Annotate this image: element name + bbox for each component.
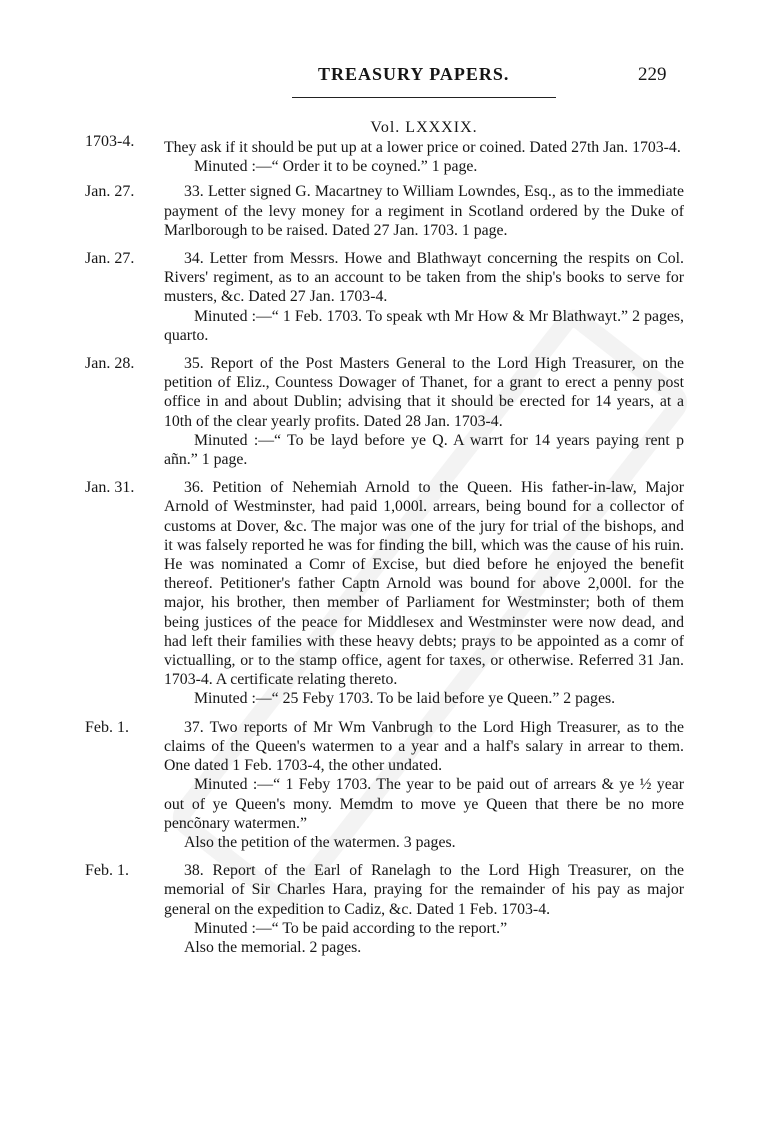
entry-also: Also the memorial. 2 pages.: [184, 938, 362, 956]
page-header: [0, 64, 768, 104]
entry-minute: Minuted :—“ To be layd before ye Q. A warrt for 14 years paying rent p añn.” 1 page.: [164, 431, 684, 469]
page-number: 229: [638, 64, 667, 85]
entry-text: They ask if it should be put up at a lower price or coined. Dated 27th Jan. 1703-4.: [164, 139, 681, 156]
calendar-entries: [0, 118, 768, 966]
entry-also: Also the petition of the watermen. 3 pages.: [184, 833, 456, 851]
entry-text: 34. Letter from Messrs. Howe and Blathwayt concerning the respits on Col. Rivers' regiment, as to an account to be taken from the ship's books to serve for musters, &c. Dated 27 Jan. 1703-4.: [164, 250, 684, 306]
entry-text: 38. Report of the Earl of Ranelagh to the Lord High Treasurer, on the memorial of Sir Charles Hara, praying for the remainder of his pay as major general on the expedition to Cadiz, &c. Dated 1 Feb. 1703-4.: [164, 862, 684, 918]
calendar-entry: [0, 478, 768, 708]
calendar-entry: [0, 182, 768, 240]
entry-date: Feb. 1.: [85, 718, 129, 736]
entry-minute: Minuted :—“ Order it to be coyned.” 1 page.: [194, 158, 478, 176]
header-rule: [292, 97, 556, 98]
entry-date: Jan. 28.: [85, 355, 135, 373]
calendar-entry: [0, 861, 768, 957]
calendar-entry: [0, 718, 768, 852]
calendar-entry: [0, 249, 768, 345]
running-title: TREASURY PAPERS.: [318, 64, 510, 84]
entry-text: 37. Two reports of Mr Wm Vanbrugh to the Lord High Treasurer, as to the claims of the Queen's watermen to a year and a half's salary in arrear to them. One dated 1 Feb. 1703-4, the other undated.: [164, 718, 684, 775]
entry-date: Jan. 27.: [85, 250, 135, 268]
entry-minute: Minuted :—“ 1 Feby 1703. The year to be paid out of arrears & ye ½ year out of ye Queen's mony. Memdm to move ye Queen that there be no more pencõnary watermen.”: [164, 776, 684, 832]
entry-text: 36. Petition of Nehemiah Arnold to the Queen. His father-in-law, Major Arnold of Westminster, had paid 1,000l. arrears, being bound for a collector of customs at Dover, &c. The major was one of the jury for trial of the bishops, and it was falsely reported he was for finding the bill, which was the cause of his ruin. He was nominated a Comr of Excise, but died before he enjoyed the benefit thereof. Petitioner's father Captn Arnold was bound for above 2,000l. for the major, his brother, then member of Parliament for Westminster; both of them being justices of the peace for Middlesex and Westminster were now dead, and had left their families with these heavy debts; prays to be appointed as a comr of victualling, or to the stamp office, agent for taxes, or otherwise. Referred 31 Jan. 1703-4. A certificate relating thereto.: [164, 479, 684, 689]
entry-date: Jan. 27.: [85, 183, 135, 201]
entry-date: 1703-4.: [85, 133, 135, 150]
entry-date: Feb. 1.: [85, 862, 129, 880]
entry-text: 33. Letter signed G. Macartney to William Lowndes, Esq., as to the immediate payment of the levy money for a regiment in Scotland ordered by the Duke of Marlborough to be raised. Dated 27 Jan. 1703. 1 page.: [164, 183, 684, 239]
entry-minute: Minuted :—“ 25 Feby 1703. To be laid before ye Queen.” 2 pages.: [194, 690, 616, 708]
calendar-entry: [0, 354, 768, 469]
entry-date: Jan. 31.: [85, 479, 135, 497]
entry-minute: Minuted :—“ To be paid according to the report.”: [194, 919, 508, 937]
entry-text: 35. Report of the Post Masters General to the Lord High Treasurer, on the petition of Eliz., Countess Dowager of Thanet, for a grant to erect a penny post office in and about Dublin; advising that it should be erected for 14 years, at a 10th of the clear yearly profits. Dated 28 Jan. 1703-4.: [164, 355, 684, 430]
entry-minute: Minuted :—“ 1 Feb. 1703. To speak wth Mr How & Mr Blathwayt.” 2 pages, quarto.: [164, 307, 684, 344]
volume-heading: Vol. LXXXIX.: [370, 119, 478, 136]
calendar-entry: [0, 118, 768, 176]
